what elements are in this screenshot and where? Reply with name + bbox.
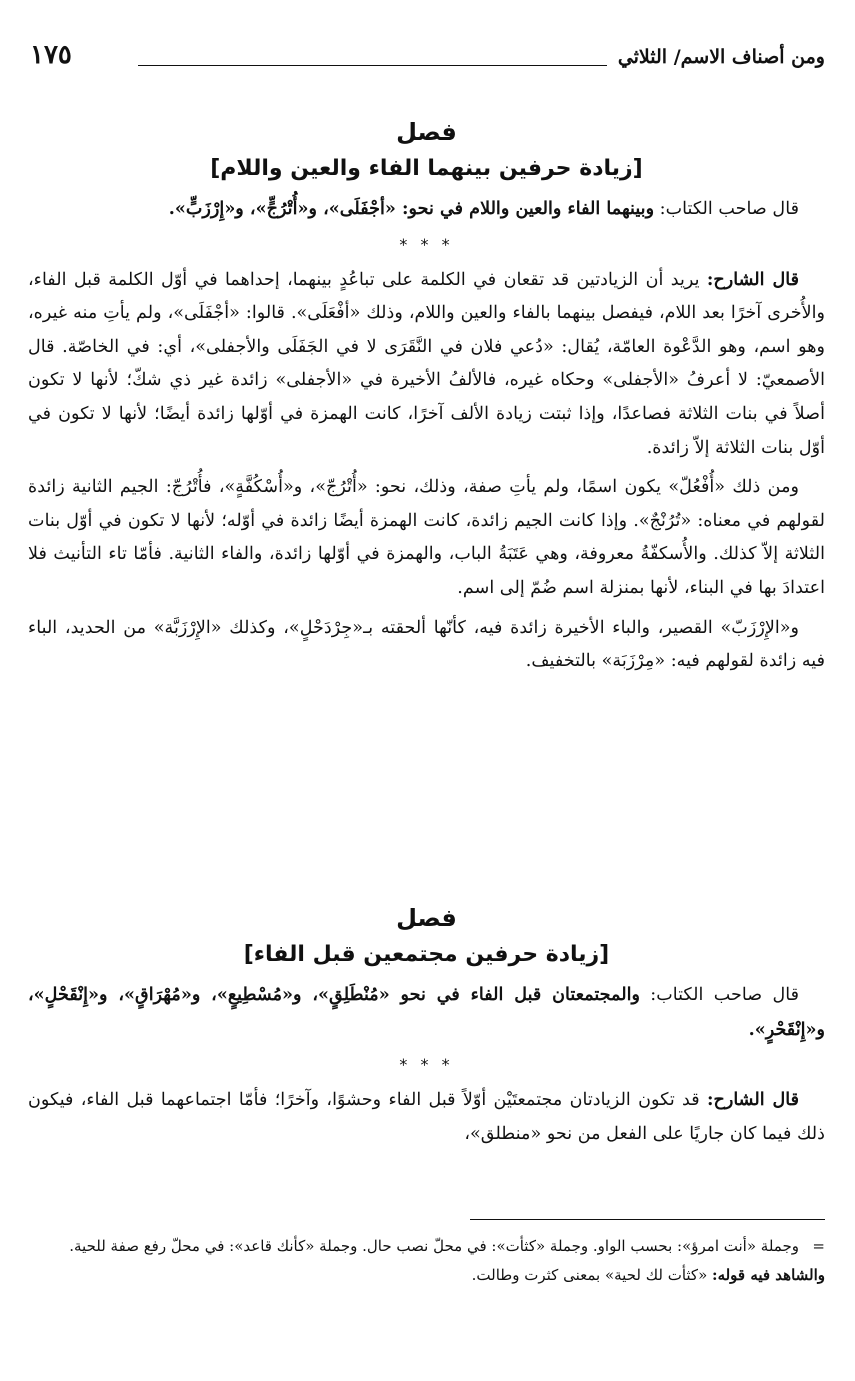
sharh-lead: قال الشارح:: [706, 268, 800, 290]
header-rule: [138, 65, 607, 66]
footnote-1: [28, 1232, 825, 1261]
section-heading: فصل: [396, 118, 457, 146]
footnote-2-lead: والشاهد فيه قوله:: [712, 1266, 825, 1284]
matn-text: وبينهما الفاء والعين واللام في نحو: «أجْفَلَى»، و«أُتْرُجٍّ»، و«إِرْزَبٍّ».: [168, 198, 655, 219]
matn-text: والمجتمعتان قبل الفاء في نحو «مُنْطَلِقٍ»، و«مُسْطِيعٍ»، و«مُهْرَاقٍ»، و«إِنْقَحْلٍ»، و«إِنْقَحْرٍ».: [28, 984, 825, 1040]
footnote-2-text: «كثأت لك لحية» بمعنى كثرت وطالت.: [471, 1266, 708, 1284]
matn-paragraph: [28, 978, 825, 1047]
separator-stars: * * *: [399, 234, 454, 254]
footnote-2: [28, 1261, 825, 1290]
footnotes: [28, 1232, 825, 1290]
matn-lead: قال صاحب الكتاب:: [659, 199, 799, 219]
section-two: [28, 900, 825, 1151]
section-one: [28, 114, 825, 679]
running-header: [28, 40, 825, 80]
section-subtitle: [زيادة حرفين مجتمعين قبل الفاء]: [243, 942, 610, 967]
sharh-paragraph: [28, 1083, 825, 1151]
sharh-paragraph: [28, 263, 825, 466]
matn-lead: قال صاحب الكتاب:: [650, 985, 799, 1005]
matn-paragraph: [28, 192, 825, 227]
continuation-marker: =: [812, 1237, 825, 1255]
running-title: ومن أصناف الاسم/ الثلاثي: [617, 46, 825, 68]
separator-stars: * * *: [399, 1055, 454, 1075]
sharh-lead: قال الشارح:: [706, 1089, 799, 1111]
sharh-text: يريد أن الزيادتين قد تقعان في الكلمة على تباعُدٍ بينهما، إحداهما في أوّل الكلمة قبل الفاء، والأُخرى آخرًا بعد اللام، فيفصل بينهما بالفاء والعين واللام، وذلك «أفْعَلَى». قالوا: «أجْفَلَى»، ولم يأتِ منه غيره، وهو اسم، وهو الدَّعْوة العامّة، يُقال: «دُعي فلان في النَّقَرَى لا في الجَفَلَى والأجفلى»، أي: في الخاصّة. قال الأصمعيّ: لا أعرفُ «الأجفلى» وحكاه غيره، فالألفُ الأخيرة في «الأجفلى» زائدة غير ذي شكّ؛ لأنها لا تكون أصلاً في بنات الثلاثة فصاعدًا، وإذا ثبتت زيادة الألف آخرًا، كانت الهمزة في أوّلها زائدة أيضًا؛ لأنها لا تكون في أوّل بنات الثلاثة إلاّ زائدة.: [28, 269, 825, 458]
footnote-rule: [470, 1219, 825, 1220]
sharh-text: قد تكون الزيادتان مجتمعتَيْن أوّلاً قبل الفاء وحشوًا، وآخرًا؛ فأمّا اجتماعهما قبل الفاء، فيكون ذلك فيما كان جاريًا على الفعل من نحو «منطلق»،: [28, 1090, 825, 1144]
page-number: ١٧٥: [30, 40, 72, 70]
sharh-paragraph-2: ومن ذلك «أُفْعُلّ» يكون اسمًا، ولم يأتِ صفة، وذلك، نحو: «أُتْرُجّ»، و«أُسْكُفَّةٍ»، فأُتْرُجّ: الجيم الثانية زائدة لقولهم في معناه: «تُرُنْجٌ». وإذا كانت الجيم زائدة، كانت الهمزة أيضًا زائدة في أوّله؛ لأنها لا تكون في أوّل بنات الثلاثة إلاّ كذلك. والأُسكفّةُ معروفة، وهي عَتَبَةُ الباب، والهمزة في أوّلها زائدة، والفاء الثانية. فأمّا تاء التأنيث فلا اعتدادَ بها في البناء، لأنها بمنزلة اسم ضُمّ إلى اسم.: [28, 477, 825, 598]
section-subtitle: [زيادة حرفين بينهما الفاء والعين واللام]: [210, 156, 643, 181]
sharh-paragraph-3: و«الإِرْزَبّ» القصير، والباء الأخيرة زائدة فيه، كأنّها ألحقته بـ«جِرْدَحْلٍ»، وكذلك «الإِرْزَبَّة» من الحديد، الباء فيه زائدة لقولهم فيه: «مِرْزَبَة» بالتخفيف.: [28, 617, 825, 672]
footnote-1-text: وجملة «أنت امرؤ»: بحسب الواو. وجملة «كثأت»: في محلّ نصب حال. وجملة «كأنك قاعد»: في محلّ رفع صفة للحية.: [69, 1237, 799, 1255]
section-heading: فصل: [396, 904, 457, 932]
